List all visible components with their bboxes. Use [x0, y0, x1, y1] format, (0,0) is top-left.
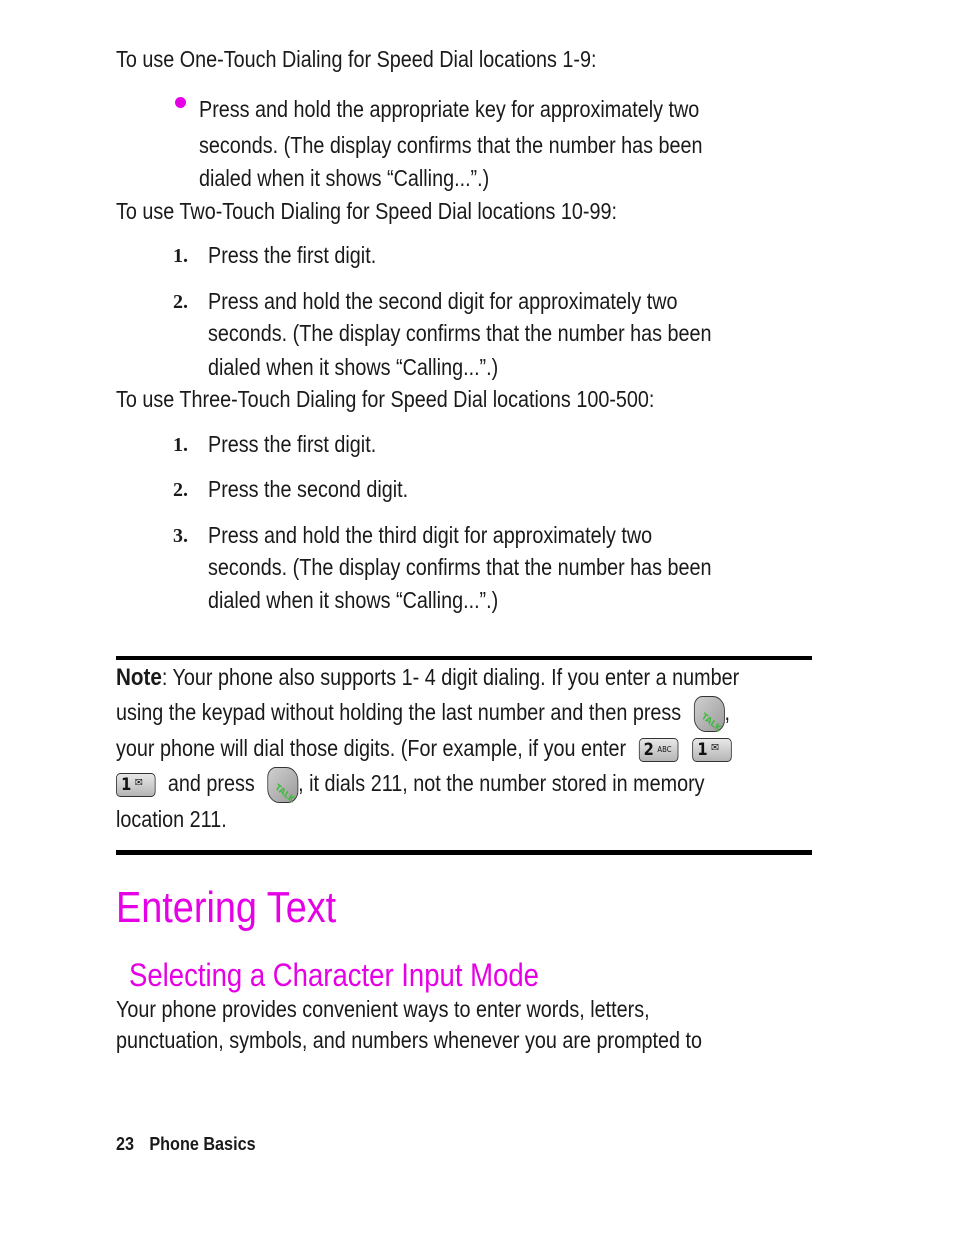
- body-line: punctuation, symbols, and numbers whenever you are prompted to: [116, 1027, 703, 1053]
- step-text: dialed when it shows “Calling...”.): [208, 354, 499, 380]
- step-number: 1.: [173, 245, 188, 267]
- step-text: Press and hold the second digit for approximately two: [208, 288, 678, 314]
- note-text: ,: [724, 699, 731, 726]
- step-text: Press and hold the third digit for approximately two: [208, 522, 653, 548]
- note-text: , it dials 211, not the number stored in memory: [298, 770, 705, 797]
- two-key-icon: 2 ABC: [639, 738, 679, 762]
- note-bottom-rule: [116, 850, 812, 855]
- step-text: Press the first digit.: [208, 431, 377, 457]
- step-number: 2.: [173, 291, 188, 313]
- note-top-rule: [116, 656, 812, 660]
- note-text: your phone will dial those digits. (For example, if you enter: [116, 735, 627, 761]
- one-key-icon: 1 ✉: [692, 738, 732, 762]
- two-touch-intro: To use Two-Touch Dialing for Speed Dial locations 10-99:: [116, 198, 618, 224]
- talk-key-icon: TALK: [267, 767, 298, 803]
- note-line: [116, 661, 739, 694]
- note-text: using the keypad without holding the last number and then press: [116, 699, 682, 726]
- body-line: Your phone provides convenient ways to enter words, letters,: [116, 996, 650, 1022]
- three-touch-intro: To use Three-Touch Dialing for Speed Dial locations 100-500:: [116, 386, 655, 412]
- step-text: seconds. (The display confirms that the number has been: [208, 554, 712, 580]
- step-number: 1.: [173, 434, 188, 456]
- step-text: seconds. (The display confirms that the number has been: [208, 320, 712, 346]
- footer-section: Phone Basics: [149, 1134, 256, 1154]
- page-footer: [116, 1132, 256, 1156]
- bullet-line: Press and hold the appropriate key for approximately two: [199, 96, 700, 122]
- step-text: dialed when it shows “Calling...”.): [208, 587, 499, 613]
- bullet-line: seconds. (The display confirms that the number has been: [199, 132, 703, 158]
- section-heading: Entering Text: [116, 883, 337, 932]
- bullet-icon: [175, 97, 186, 108]
- note-label: Note: [116, 664, 162, 691]
- one-touch-intro: To use One-Touch Dialing for Speed Dial locations 1-9:: [116, 46, 597, 72]
- step-number: 3.: [173, 525, 188, 547]
- note-line: [116, 732, 732, 765]
- note-text: : Your phone also supports 1- 4 digit dialing. If you enter a number: [161, 664, 740, 690]
- subsection-heading: Selecting a Character Input Mode: [129, 957, 539, 993]
- talk-key-icon: TALK: [694, 696, 725, 732]
- bullet-line: dialed when it shows “Calling...”.): [199, 165, 490, 191]
- note-line: [116, 767, 705, 806]
- step-text: Press the second digit.: [208, 476, 409, 502]
- note-text: and press: [167, 770, 255, 797]
- note-line: location 211.: [116, 806, 227, 832]
- note-line: [116, 696, 731, 735]
- page-number: 23: [116, 1134, 135, 1154]
- step-text: Press the first digit.: [208, 242, 377, 268]
- step-number: 2.: [173, 479, 188, 501]
- one-key-icon: 1 ✉: [116, 773, 156, 797]
